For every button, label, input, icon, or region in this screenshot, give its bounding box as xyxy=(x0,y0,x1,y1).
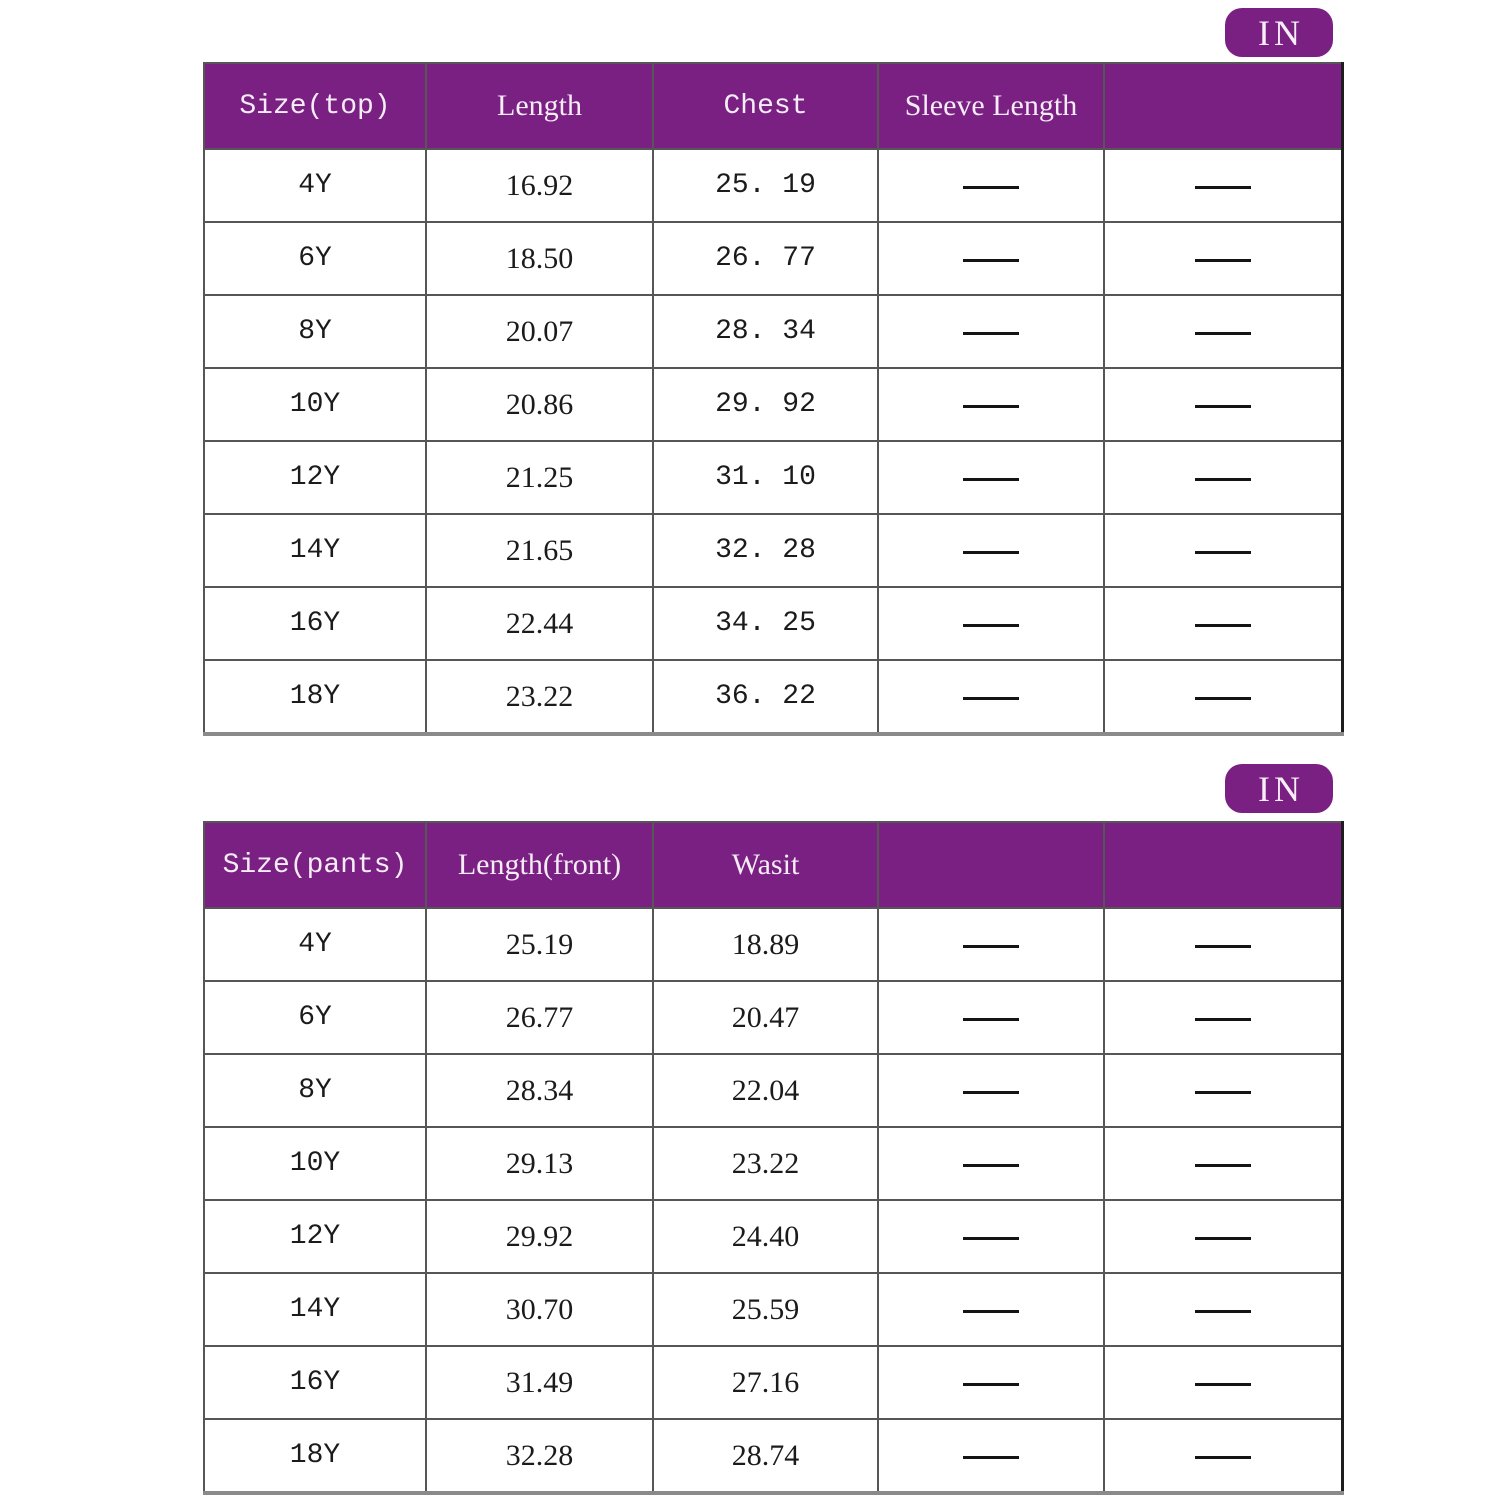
dash-placeholder xyxy=(1195,1164,1251,1167)
dash-placeholder xyxy=(1195,186,1251,189)
dash-placeholder xyxy=(1195,1456,1251,1459)
table-row xyxy=(204,587,1342,660)
empty-measure-cell xyxy=(878,1200,1104,1273)
measure-cell: 28.74 xyxy=(653,1419,878,1493)
measure-cell: 20.07 xyxy=(426,295,653,368)
measure-cell: 30.70 xyxy=(426,1273,653,1346)
dash-placeholder xyxy=(963,624,1019,627)
empty-measure-cell xyxy=(1104,1200,1342,1273)
empty-measure-cell xyxy=(878,587,1104,660)
dash-placeholder xyxy=(963,1164,1019,1167)
measure-cell: 29.92 xyxy=(426,1200,653,1273)
measure-cell: 31.49 xyxy=(426,1346,653,1419)
measure-cell: 20.86 xyxy=(426,368,653,441)
dash-placeholder xyxy=(1195,551,1251,554)
measure-cell: 25.19 xyxy=(426,908,653,981)
column-header: Wasit xyxy=(653,822,878,908)
empty-measure-cell xyxy=(878,1419,1104,1493)
dash-placeholder xyxy=(963,1383,1019,1386)
column-header: Length xyxy=(426,63,653,149)
size-table-top-header xyxy=(204,63,1342,149)
measure-cell: 25. 19 xyxy=(653,149,878,222)
empty-measure-cell xyxy=(878,368,1104,441)
measure-cell: 6Y xyxy=(204,981,426,1054)
unit-badge-inches-top: IN xyxy=(1225,8,1333,57)
measure-cell: 23.22 xyxy=(653,1127,878,1200)
measure-cell: 16Y xyxy=(204,1346,426,1419)
size-table-top-body xyxy=(204,149,1342,734)
measure-cell: 26.77 xyxy=(426,981,653,1054)
dash-placeholder xyxy=(1195,478,1251,481)
empty-measure-cell xyxy=(878,514,1104,587)
measure-cell: 28. 34 xyxy=(653,295,878,368)
empty-measure-cell xyxy=(878,1127,1104,1200)
dash-placeholder xyxy=(963,1237,1019,1240)
column-header: Sleeve Length xyxy=(878,63,1104,149)
measure-cell: 36. 22 xyxy=(653,660,878,734)
empty-measure-cell xyxy=(1104,514,1342,587)
measure-cell: 29.13 xyxy=(426,1127,653,1200)
measure-cell: 21.25 xyxy=(426,441,653,514)
measure-cell: 20.47 xyxy=(653,981,878,1054)
column-header: Chest xyxy=(653,63,878,149)
measure-cell: 29. 92 xyxy=(653,368,878,441)
dash-placeholder xyxy=(963,186,1019,189)
measure-cell: 4Y xyxy=(204,149,426,222)
measure-cell: 22.04 xyxy=(653,1054,878,1127)
size-chart-sheet xyxy=(203,0,1341,1495)
empty-measure-cell xyxy=(1104,441,1342,514)
measure-cell: 31. 10 xyxy=(653,441,878,514)
empty-measure-cell xyxy=(1104,660,1342,734)
size-table-top xyxy=(203,62,1344,736)
measure-cell: 25.59 xyxy=(653,1273,878,1346)
size-table-pants xyxy=(203,821,1344,1495)
measure-cell: 16Y xyxy=(204,587,426,660)
measure-cell: 8Y xyxy=(204,295,426,368)
table-row xyxy=(204,441,1342,514)
empty-measure-cell xyxy=(878,222,1104,295)
dash-placeholder xyxy=(963,1018,1019,1021)
dash-placeholder xyxy=(963,1456,1019,1459)
table-row xyxy=(204,1054,1342,1127)
table-row xyxy=(204,295,1342,368)
empty-measure-cell xyxy=(878,908,1104,981)
table-row xyxy=(204,222,1342,295)
empty-measure-cell xyxy=(878,295,1104,368)
measure-cell: 32. 28 xyxy=(653,514,878,587)
dash-placeholder xyxy=(963,478,1019,481)
measure-cell: 32.28 xyxy=(426,1419,653,1493)
empty-measure-cell xyxy=(1104,1054,1342,1127)
dash-placeholder xyxy=(963,405,1019,408)
empty-measure-cell xyxy=(1104,295,1342,368)
empty-measure-cell xyxy=(1104,1346,1342,1419)
empty-measure-cell xyxy=(878,1273,1104,1346)
dash-placeholder xyxy=(1195,1237,1251,1240)
empty-measure-cell xyxy=(1104,1419,1342,1493)
measure-cell: 18Y xyxy=(204,1419,426,1493)
header-row xyxy=(204,822,1342,908)
measure-cell: 14Y xyxy=(204,514,426,587)
unit-badge-row-top xyxy=(203,0,1341,57)
dash-placeholder xyxy=(1195,259,1251,262)
dash-placeholder xyxy=(1195,624,1251,627)
empty-measure-cell xyxy=(1104,981,1342,1054)
measure-cell: 12Y xyxy=(204,441,426,514)
measure-cell: 14Y xyxy=(204,1273,426,1346)
table-row xyxy=(204,1419,1342,1493)
measure-cell: 10Y xyxy=(204,368,426,441)
dash-placeholder xyxy=(963,551,1019,554)
table-row xyxy=(204,149,1342,222)
empty-measure-cell xyxy=(1104,587,1342,660)
measure-cell: 18.50 xyxy=(426,222,653,295)
measure-cell: 34. 25 xyxy=(653,587,878,660)
dash-placeholder xyxy=(1195,1018,1251,1021)
table-row xyxy=(204,1273,1342,1346)
empty-measure-cell xyxy=(878,441,1104,514)
dash-placeholder xyxy=(1195,405,1251,408)
measure-cell: 8Y xyxy=(204,1054,426,1127)
table-row xyxy=(204,1127,1342,1200)
column-header: Length(front) xyxy=(426,822,653,908)
column-header: Size(pants) xyxy=(204,822,426,908)
measure-cell: 18.89 xyxy=(653,908,878,981)
unit-badge-row-bottom xyxy=(203,764,1341,813)
measure-cell: 28.34 xyxy=(426,1054,653,1127)
table-row xyxy=(204,368,1342,441)
measure-cell: 10Y xyxy=(204,1127,426,1200)
measure-cell: 6Y xyxy=(204,222,426,295)
table-row xyxy=(204,908,1342,981)
empty-measure-cell xyxy=(1104,1273,1342,1346)
column-header-empty xyxy=(1104,63,1342,149)
column-header-empty xyxy=(1104,822,1342,908)
column-header-empty xyxy=(878,822,1104,908)
empty-measure-cell xyxy=(1104,149,1342,222)
measure-cell: 18Y xyxy=(204,660,426,734)
empty-measure-cell xyxy=(878,149,1104,222)
column-header: Size(top) xyxy=(204,63,426,149)
table-row xyxy=(204,1200,1342,1273)
measure-cell: 21.65 xyxy=(426,514,653,587)
dash-placeholder xyxy=(963,1091,1019,1094)
empty-measure-cell xyxy=(878,660,1104,734)
dash-placeholder xyxy=(1195,945,1251,948)
table-row xyxy=(204,660,1342,734)
measure-cell: 16.92 xyxy=(426,149,653,222)
table-row xyxy=(204,1346,1342,1419)
measure-cell: 12Y xyxy=(204,1200,426,1273)
empty-measure-cell xyxy=(878,981,1104,1054)
dash-placeholder xyxy=(1195,697,1251,700)
dash-placeholder xyxy=(963,945,1019,948)
dash-placeholder xyxy=(1195,1383,1251,1386)
measure-cell: 4Y xyxy=(204,908,426,981)
table-row xyxy=(204,981,1342,1054)
dash-placeholder xyxy=(963,697,1019,700)
unit-badge-inches-bottom: IN xyxy=(1225,764,1333,813)
empty-measure-cell xyxy=(1104,222,1342,295)
size-table-pants-header xyxy=(204,822,1342,908)
dash-placeholder xyxy=(963,259,1019,262)
empty-measure-cell xyxy=(878,1054,1104,1127)
measure-cell: 23.22 xyxy=(426,660,653,734)
measure-cell: 26. 77 xyxy=(653,222,878,295)
header-row xyxy=(204,63,1342,149)
size-table-pants-body xyxy=(204,908,1342,1493)
empty-measure-cell xyxy=(878,1346,1104,1419)
dash-placeholder xyxy=(1195,1310,1251,1313)
empty-measure-cell xyxy=(1104,908,1342,981)
empty-measure-cell xyxy=(1104,368,1342,441)
dash-placeholder xyxy=(1195,332,1251,335)
measure-cell: 22.44 xyxy=(426,587,653,660)
dash-placeholder xyxy=(963,332,1019,335)
dash-placeholder xyxy=(963,1310,1019,1313)
measure-cell: 24.40 xyxy=(653,1200,878,1273)
empty-measure-cell xyxy=(1104,1127,1342,1200)
table-row xyxy=(204,514,1342,587)
dash-placeholder xyxy=(1195,1091,1251,1094)
measure-cell: 27.16 xyxy=(653,1346,878,1419)
